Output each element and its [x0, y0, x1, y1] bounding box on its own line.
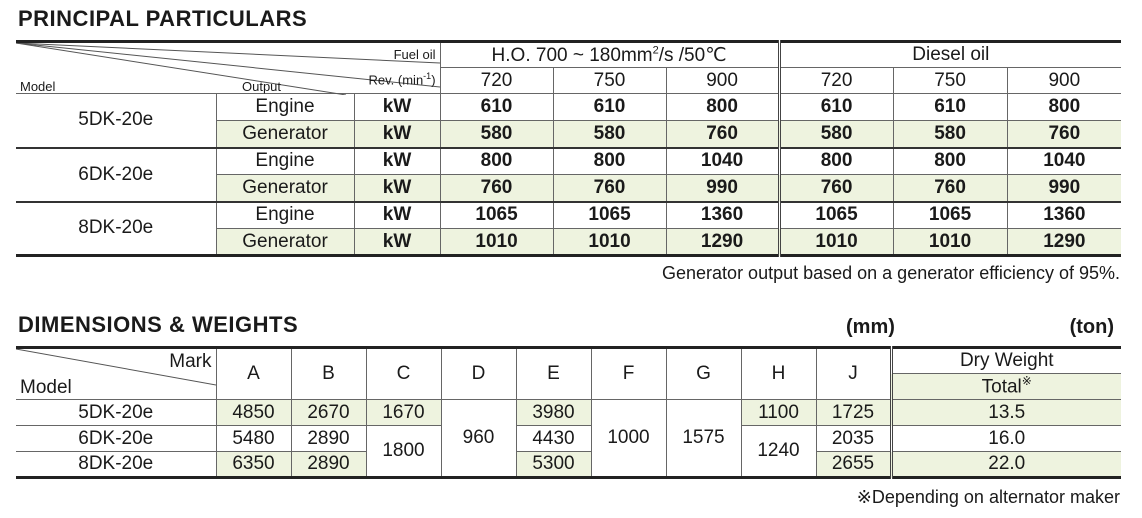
rev-header: 720 [440, 68, 553, 94]
generator-output-value: 1290 [1007, 229, 1121, 256]
dimension-h: 1240 [741, 426, 816, 478]
total-header: Total※ [891, 374, 1121, 400]
dry-weight-total: 16.0 [891, 426, 1121, 452]
rev-header: 720 [779, 68, 893, 94]
mark-header: G [666, 348, 741, 400]
generator-output-value: 760 [779, 175, 893, 202]
dimension-j: 1725 [816, 400, 891, 426]
dimension-a: 6350 [216, 452, 291, 478]
dimension-b: 2670 [291, 400, 366, 426]
generator-output-value: 1010 [440, 229, 553, 256]
output-unit: kW [354, 229, 440, 256]
generator-output-value: 580 [893, 121, 1007, 148]
rev-header: 900 [1007, 68, 1121, 94]
table-row [16, 94, 1121, 121]
output-type: Generator [216, 229, 354, 256]
table-row [16, 202, 1121, 229]
model-name: 8DK-20e [16, 452, 216, 478]
dimension-c: 1800 [366, 426, 441, 478]
output-type: Generator [216, 121, 354, 148]
dimension-e: 3980 [516, 400, 591, 426]
dry-weight-header: Dry Weight [891, 348, 1121, 374]
model-name: 6DK-20e [16, 426, 216, 452]
table-row [16, 426, 1121, 452]
rev-header: 900 [666, 68, 779, 94]
dry-weight-total: 22.0 [891, 452, 1121, 478]
generator-output-value: 760 [440, 175, 553, 202]
generator-output-value: 990 [666, 175, 779, 202]
model-name: 5DK-20e [16, 94, 216, 148]
alternator-maker-note: ※Depending on alternator maker [856, 487, 1120, 507]
output-unit: kW [354, 148, 440, 175]
generator-output-value: 580 [779, 121, 893, 148]
dimension-b: 2890 [291, 426, 366, 452]
dimension-f: 1000 [591, 400, 666, 478]
engine-output-value: 1040 [666, 148, 779, 175]
generator-output-value: 1010 [893, 229, 1007, 256]
fuel-oil-label: Fuel oil [393, 47, 436, 62]
table-corner-header [16, 42, 440, 94]
engine-output-value: 610 [553, 94, 666, 121]
mark-header: J [816, 348, 891, 400]
output-label: Output [242, 79, 282, 94]
engine-output-value: 800 [440, 148, 553, 175]
generator-output-value: 760 [1007, 121, 1121, 148]
model-name: 6DK-20e [16, 148, 216, 202]
mark-header: E [516, 348, 591, 400]
generator-output-value: 1010 [553, 229, 666, 256]
mark-header: C [366, 348, 441, 400]
engine-output-value: 1360 [666, 202, 779, 229]
engine-output-value: 610 [440, 94, 553, 121]
generator-output-value: 990 [1007, 175, 1121, 202]
engine-output-value: 1065 [440, 202, 553, 229]
dimension-d: 960 [441, 400, 516, 478]
dimension-c: 1670 [366, 400, 441, 426]
mark-header: A [216, 348, 291, 400]
model-label: Model [20, 377, 72, 398]
generator-output-value: 760 [553, 175, 666, 202]
table-row [16, 452, 1121, 478]
engine-output-value: 800 [779, 148, 893, 175]
dimension-a: 5480 [216, 426, 291, 452]
generator-output-value: 580 [440, 121, 553, 148]
output-unit: kW [354, 175, 440, 202]
dimension-b: 2890 [291, 452, 366, 478]
rev-header: 750 [893, 68, 1007, 94]
output-type: Generator [216, 175, 354, 202]
fuel-group-heavy-oil: H.O. 700 ~ $180mm^2/s$ /50℃ [440, 42, 779, 68]
rev-label: Rev. $(\min^{-1})$ [368, 71, 436, 88]
unit-ton-label: (ton) [1069, 316, 1114, 338]
principal-particulars-title: PRINCIPAL PARTICULARS [18, 6, 308, 31]
dimension-j: 2035 [816, 426, 891, 452]
dimensions-weights-table [16, 346, 1121, 479]
output-type: Engine [216, 94, 354, 121]
dimension-e: 5300 [516, 452, 591, 478]
engine-output-value: 1065 [893, 202, 1007, 229]
output-unit: kW [354, 94, 440, 121]
dimension-g: 1575 [666, 400, 741, 478]
table-row [16, 400, 1121, 426]
output-type: Engine [216, 148, 354, 175]
mark-header: H [741, 348, 816, 400]
table-row [16, 148, 1121, 175]
engine-output-value: 610 [779, 94, 893, 121]
generator-output-value: 1010 [779, 229, 893, 256]
generator-output-value: 580 [553, 121, 666, 148]
dimensions-weights-title: DIMENSIONS & WEIGHTS [18, 312, 299, 337]
engine-output-value: 1065 [553, 202, 666, 229]
engine-output-value: 610 [893, 94, 1007, 121]
engine-output-value: 800 [893, 148, 1007, 175]
dimension-j: 2655 [816, 452, 891, 478]
principal-particulars-table [16, 40, 1121, 257]
model-name: 8DK-20e [16, 202, 216, 256]
mark-header: B [291, 348, 366, 400]
output-unit: kW [354, 121, 440, 148]
dimension-h: 1100 [741, 400, 816, 426]
engine-output-value: 1065 [779, 202, 893, 229]
generator-output-value: 760 [893, 175, 1007, 202]
generator-output-value: 1290 [666, 229, 779, 256]
engine-output-value: 800 [1007, 94, 1121, 121]
engine-output-value: 1040 [1007, 148, 1121, 175]
engine-output-value: 1360 [1007, 202, 1121, 229]
rev-header: 750 [553, 68, 666, 94]
generator-output-value: 760 [666, 121, 779, 148]
fuel-group-diesel-oil: Diesel oil [779, 42, 1121, 68]
mark-header: D [441, 348, 516, 400]
dimension-e: 4430 [516, 426, 591, 452]
table-corner-header [16, 348, 216, 400]
output-type: Engine [216, 202, 354, 229]
generator-efficiency-note: Generator output based on a generator efficiency of 95%. [662, 263, 1120, 283]
dry-weight-total: 13.5 [891, 400, 1121, 426]
model-label: Model [20, 79, 56, 94]
mark-label: Mark [169, 351, 212, 372]
mark-header: F [591, 348, 666, 400]
dimension-a: 4850 [216, 400, 291, 426]
model-name: 5DK-20e [16, 400, 216, 426]
engine-output-value: 800 [553, 148, 666, 175]
output-unit: kW [354, 202, 440, 229]
unit-mm-label: (mm) [846, 316, 895, 338]
engine-output-value: 800 [666, 94, 779, 121]
